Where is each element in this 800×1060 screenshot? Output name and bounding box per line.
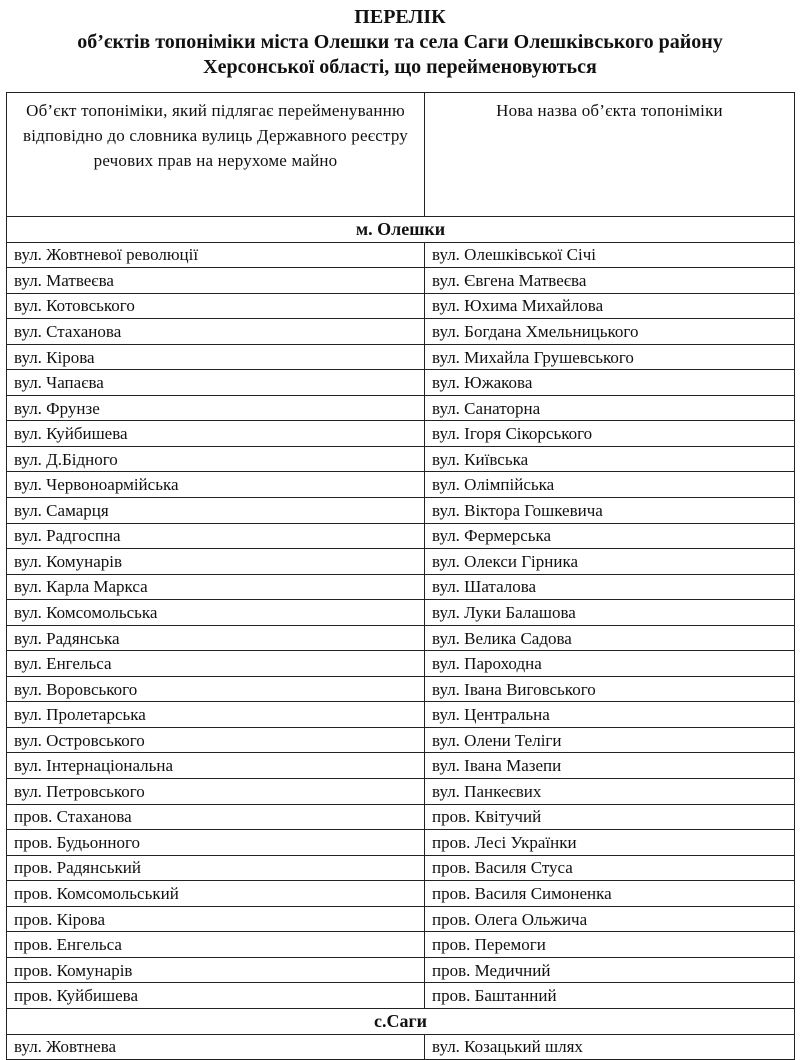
document-subtitle-line2: Херсонської області, що перейменовуються [203, 56, 597, 78]
old-street-name: пров. Енгельса [7, 932, 425, 958]
table-row [7, 753, 795, 779]
old-street-name: вул. Радянська [7, 625, 425, 651]
section-row [7, 1008, 795, 1034]
table-row [7, 804, 795, 830]
new-street-name: пров. Олега Ольжича [425, 906, 795, 932]
old-street-name: вул. Фрунзе [7, 395, 425, 421]
document-subtitle-line1: об’єктів топоніміки міста Олешки та села Саги Олешківського району [77, 31, 723, 53]
old-street-name: вул. Радгоспна [7, 523, 425, 549]
table-row [7, 932, 795, 958]
new-street-name: вул. Луки Балашова [425, 600, 795, 626]
table-row [7, 830, 795, 856]
old-street-name: вул. Комунарів [7, 549, 425, 575]
new-street-name: вул. Олекси Гірника [425, 549, 795, 575]
new-street-name: вул. Олени Теліги [425, 727, 795, 753]
old-street-name: вул. Жовтнева [7, 1034, 425, 1060]
table-row [7, 881, 795, 907]
table-row [7, 906, 795, 932]
new-street-name: вул. Южакова [425, 370, 795, 396]
table-row [7, 395, 795, 421]
table-row [7, 498, 795, 524]
old-street-name: вул. Самарця [7, 498, 425, 524]
old-street-name: вул. Кірова [7, 344, 425, 370]
new-street-name: вул. Юхима Михайлова [425, 293, 795, 319]
table-header-row [7, 93, 795, 217]
old-street-name: пров. Кірова [7, 906, 425, 932]
table-row [7, 574, 795, 600]
old-street-name: вул. Воровського [7, 676, 425, 702]
new-street-name: пров. Квітучий [425, 804, 795, 830]
table-row [7, 370, 795, 396]
new-street-name: вул. Санаторна [425, 395, 795, 421]
old-street-name: вул. Енгельса [7, 651, 425, 677]
new-street-name: пров. Перемоги [425, 932, 795, 958]
new-street-name: вул. Богдана Хмельницького [425, 319, 795, 345]
new-street-name: вул. Івана Мазепи [425, 753, 795, 779]
new-street-name: вул. Київська [425, 446, 795, 472]
table-row [7, 319, 795, 345]
table-row [7, 779, 795, 805]
old-street-name: вул. Жовтневої революції [7, 242, 425, 268]
new-street-name: вул. Фермерська [425, 523, 795, 549]
old-street-name: пров. Комунарів [7, 957, 425, 983]
old-street-name: вул. Котовського [7, 293, 425, 319]
table-row [7, 983, 795, 1009]
section-title: м. Олешки [7, 217, 795, 243]
table-row [7, 676, 795, 702]
renaming-table [6, 92, 795, 1060]
old-street-name: вул. Куйбишева [7, 421, 425, 447]
table-row [7, 242, 795, 268]
table-row [7, 727, 795, 753]
table-row [7, 472, 795, 498]
table-row [7, 268, 795, 294]
table-row [7, 549, 795, 575]
table-row [7, 523, 795, 549]
old-street-name: вул. Інтернаціональна [7, 753, 425, 779]
table-row [7, 344, 795, 370]
table-row [7, 625, 795, 651]
old-street-name: вул. Комсомольська [7, 600, 425, 626]
old-street-name: вул. Чапаєва [7, 370, 425, 396]
new-street-name: вул. Велика Садова [425, 625, 795, 651]
old-street-name: вул. Червоноармійська [7, 472, 425, 498]
table-row [7, 855, 795, 881]
table-row [7, 293, 795, 319]
new-street-name: вул. Олімпійська [425, 472, 795, 498]
old-street-name: вул. Пролетарська [7, 702, 425, 728]
new-street-name: вул. Козацький шлях [425, 1034, 795, 1060]
section-row [7, 217, 795, 243]
old-street-name: пров. Комсомольський [7, 881, 425, 907]
old-street-name: вул. Матвеєва [7, 268, 425, 294]
old-street-name: пров. Куйбишева [7, 983, 425, 1009]
new-street-name: пров. Василя Стуса [425, 855, 795, 881]
new-street-name: вул. Ігоря Сікорського [425, 421, 795, 447]
section-title: с.Саги [7, 1008, 795, 1034]
new-street-name: вул. Віктора Гошкевича [425, 498, 795, 524]
table-row [7, 1034, 795, 1060]
document-title: ПЕРЕЛІК [354, 6, 446, 28]
header-new-name: Нова назва об’єкта топоніміки [425, 93, 795, 217]
table-row [7, 957, 795, 983]
header-old-name: Об’єкт топоніміки, який підлягає перейменуванню відповідно до словника вулиць Державного реєстру речових прав на нерухоме майно [7, 93, 425, 217]
old-street-name: вул. Петровського [7, 779, 425, 805]
new-street-name: вул. Олешківської Січі [425, 242, 795, 268]
new-street-name: вул. Шаталова [425, 574, 795, 600]
new-street-name: пров. Медичний [425, 957, 795, 983]
new-street-name: пров. Лесі Українки [425, 830, 795, 856]
old-street-name: пров. Стаханова [7, 804, 425, 830]
old-street-name: пров. Будьонного [7, 830, 425, 856]
table-row [7, 702, 795, 728]
new-street-name: вул. Панкеєвих [425, 779, 795, 805]
new-street-name: вул. Івана Виговського [425, 676, 795, 702]
new-street-name: вул. Центральна [425, 702, 795, 728]
table-row [7, 446, 795, 472]
table-row [7, 651, 795, 677]
old-street-name: вул. Карла Маркса [7, 574, 425, 600]
old-street-name: вул. Стаханова [7, 319, 425, 345]
new-street-name: пров. Баштанний [425, 983, 795, 1009]
old-street-name: вул. Островського [7, 727, 425, 753]
table-row [7, 600, 795, 626]
document-heading [0, 0, 800, 80]
new-street-name: вул. Євгена Матвеєва [425, 268, 795, 294]
old-street-name: вул. Д.Бідного [7, 446, 425, 472]
old-street-name: пров. Радянський [7, 855, 425, 881]
new-street-name: пров. Василя Симоненка [425, 881, 795, 907]
table-row [7, 421, 795, 447]
new-street-name: вул. Михайла Грушевського [425, 344, 795, 370]
new-street-name: вул. Пароходна [425, 651, 795, 677]
